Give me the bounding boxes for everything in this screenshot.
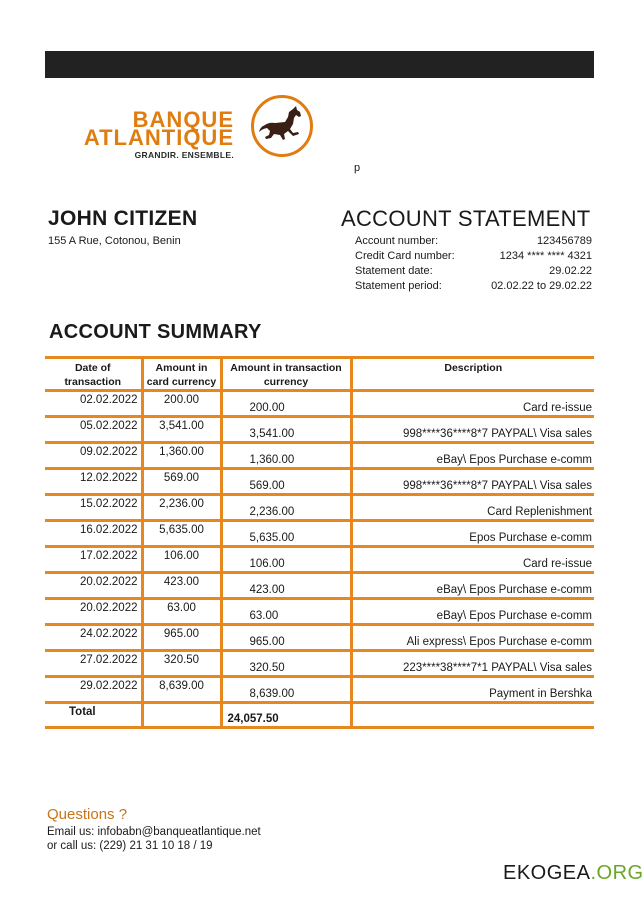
transaction-description: Card re-issue: [351, 391, 594, 417]
horse-logo-icon: [250, 94, 314, 158]
bank-logo: [45, 93, 320, 163]
column-header-date: Date of transaction: [45, 358, 142, 391]
transaction-description: 223****38****7*1 PAYPAL\ Visa sales: [351, 651, 594, 677]
email-line: Email us: infobabn@banqueatlantique.net: [47, 826, 261, 838]
stray-text: p: [354, 162, 361, 174]
transaction-date: 24.02.2022: [45, 625, 142, 651]
card-amount: 3,541.00: [142, 417, 221, 443]
transaction-amount: 5,635.00: [221, 521, 351, 547]
table-row: [45, 625, 594, 651]
transaction-date: 20.02.2022: [45, 573, 142, 599]
total-row: [45, 703, 594, 728]
field-label: Account number:: [355, 235, 439, 247]
transaction-date: 29.02.2022: [45, 677, 142, 703]
transactions-table: [45, 356, 594, 729]
total-value: 24,057.50: [221, 703, 351, 728]
transaction-date: 20.02.2022: [45, 599, 142, 625]
table-row: [45, 651, 594, 677]
transaction-amount: 569.00: [221, 469, 351, 495]
transaction-amount: 8,639.00: [221, 677, 351, 703]
transaction-description: Epos Purchase e-comm: [351, 521, 594, 547]
watermark-dot: .: [590, 862, 597, 884]
contact-info: [47, 825, 261, 853]
table-row: [45, 599, 594, 625]
transaction-amount: 200.00: [221, 391, 351, 417]
statement-field: [355, 249, 592, 264]
table-row: [45, 469, 594, 495]
table-row: [45, 521, 594, 547]
field-value: 1234 **** **** 4321: [499, 250, 592, 262]
transaction-description: eBay\ Epos Purchase e-comm: [351, 573, 594, 599]
card-amount: 965.00: [142, 625, 221, 651]
card-amount: 5,635.00: [142, 521, 221, 547]
transaction-date: 16.02.2022: [45, 521, 142, 547]
card-amount: 63.00: [142, 599, 221, 625]
statement-title: ACCOUNT STATEMENT: [341, 206, 591, 231]
transaction-amount: 2,236.00: [221, 495, 351, 521]
card-amount: 1,360.00: [142, 443, 221, 469]
transaction-description: Card re-issue: [351, 547, 594, 573]
table-header-row: [45, 358, 594, 391]
transactions-body: [45, 391, 594, 703]
field-value: 123456789: [536, 235, 592, 247]
logo-word-line2: ATLANTIQUE: [83, 125, 234, 150]
transaction-amount: 3,541.00: [221, 417, 351, 443]
phone-line: or call us: (229) 21 31 10 18 / 19: [47, 840, 213, 852]
transaction-description: eBay\ Epos Purchase e-comm: [351, 599, 594, 625]
column-header-card-amount: Amount in card currency: [142, 358, 221, 391]
transaction-amount: 63.00: [221, 599, 351, 625]
total-card-amount-cell: [142, 703, 221, 728]
field-value: 02.02.22 to 29.02.22: [491, 280, 592, 292]
transaction-amount: 106.00: [221, 547, 351, 573]
table-row: [45, 417, 594, 443]
logo-word-line1: BANQUE: [132, 107, 234, 132]
statement-info: [355, 234, 592, 294]
customer-address: 155 A Rue, Cotonou, Benin: [48, 235, 181, 247]
transaction-date: 17.02.2022: [45, 547, 142, 573]
card-amount: 569.00: [142, 469, 221, 495]
card-amount: 2,236.00: [142, 495, 221, 521]
transaction-date: 12.02.2022: [45, 469, 142, 495]
card-amount: 8,639.00: [142, 677, 221, 703]
account-summary-heading: ACCOUNT SUMMARY: [49, 321, 262, 343]
transaction-amount: 423.00: [221, 573, 351, 599]
table-row: [45, 573, 594, 599]
transaction-amount: 1,360.00: [221, 443, 351, 469]
transaction-amount: 965.00: [221, 625, 351, 651]
logo-tagline: GRANDIR. ENSEMBLE.: [134, 150, 234, 160]
table-row: [45, 443, 594, 469]
watermark: [503, 862, 644, 885]
transaction-description: Ali express\ Epos Purchase e-comm: [351, 625, 594, 651]
table-row: [45, 677, 594, 703]
table-row: [45, 547, 594, 573]
card-amount: 320.50: [142, 651, 221, 677]
total-label: Total: [45, 703, 142, 728]
transaction-description: Card Replenishment: [351, 495, 594, 521]
card-amount: 106.00: [142, 547, 221, 573]
field-label: Statement period:: [355, 280, 442, 292]
statement-field: [355, 234, 592, 249]
transaction-description: 998****36****8*7 PAYPAL\ Visa sales: [351, 417, 594, 443]
transaction-date: 27.02.2022: [45, 651, 142, 677]
field-label: Credit Card number:: [355, 250, 455, 262]
transaction-date: 02.02.2022: [45, 391, 142, 417]
table-row: [45, 495, 594, 521]
table-row: [45, 391, 594, 417]
column-header-tx-amount: Amount in transaction currency: [221, 358, 351, 391]
card-amount: 423.00: [142, 573, 221, 599]
header-bar: [45, 51, 594, 78]
card-amount: 200.00: [142, 391, 221, 417]
total-description-cell: [351, 703, 594, 728]
transaction-date: 15.02.2022: [45, 495, 142, 521]
statement-field: [355, 264, 592, 279]
transaction-description: eBay\ Epos Purchase e-comm: [351, 443, 594, 469]
watermark-tld: ORG: [596, 862, 644, 884]
transaction-amount: 320.50: [221, 651, 351, 677]
transaction-date: 05.02.2022: [45, 417, 142, 443]
questions-heading: Questions ?: [47, 806, 128, 823]
column-header-description: Description: [351, 358, 594, 391]
watermark-brand: EKOGEA: [503, 862, 591, 884]
field-value: 29.02.22: [549, 265, 592, 277]
transaction-description: Payment in Bershka: [351, 677, 594, 703]
transaction-description: 998****36****8*7 PAYPAL\ Visa sales: [351, 469, 594, 495]
statement-field: [355, 279, 592, 294]
customer-name: JOHN CITIZEN: [48, 207, 198, 230]
field-label: Statement date:: [355, 265, 433, 277]
transaction-date: 09.02.2022: [45, 443, 142, 469]
